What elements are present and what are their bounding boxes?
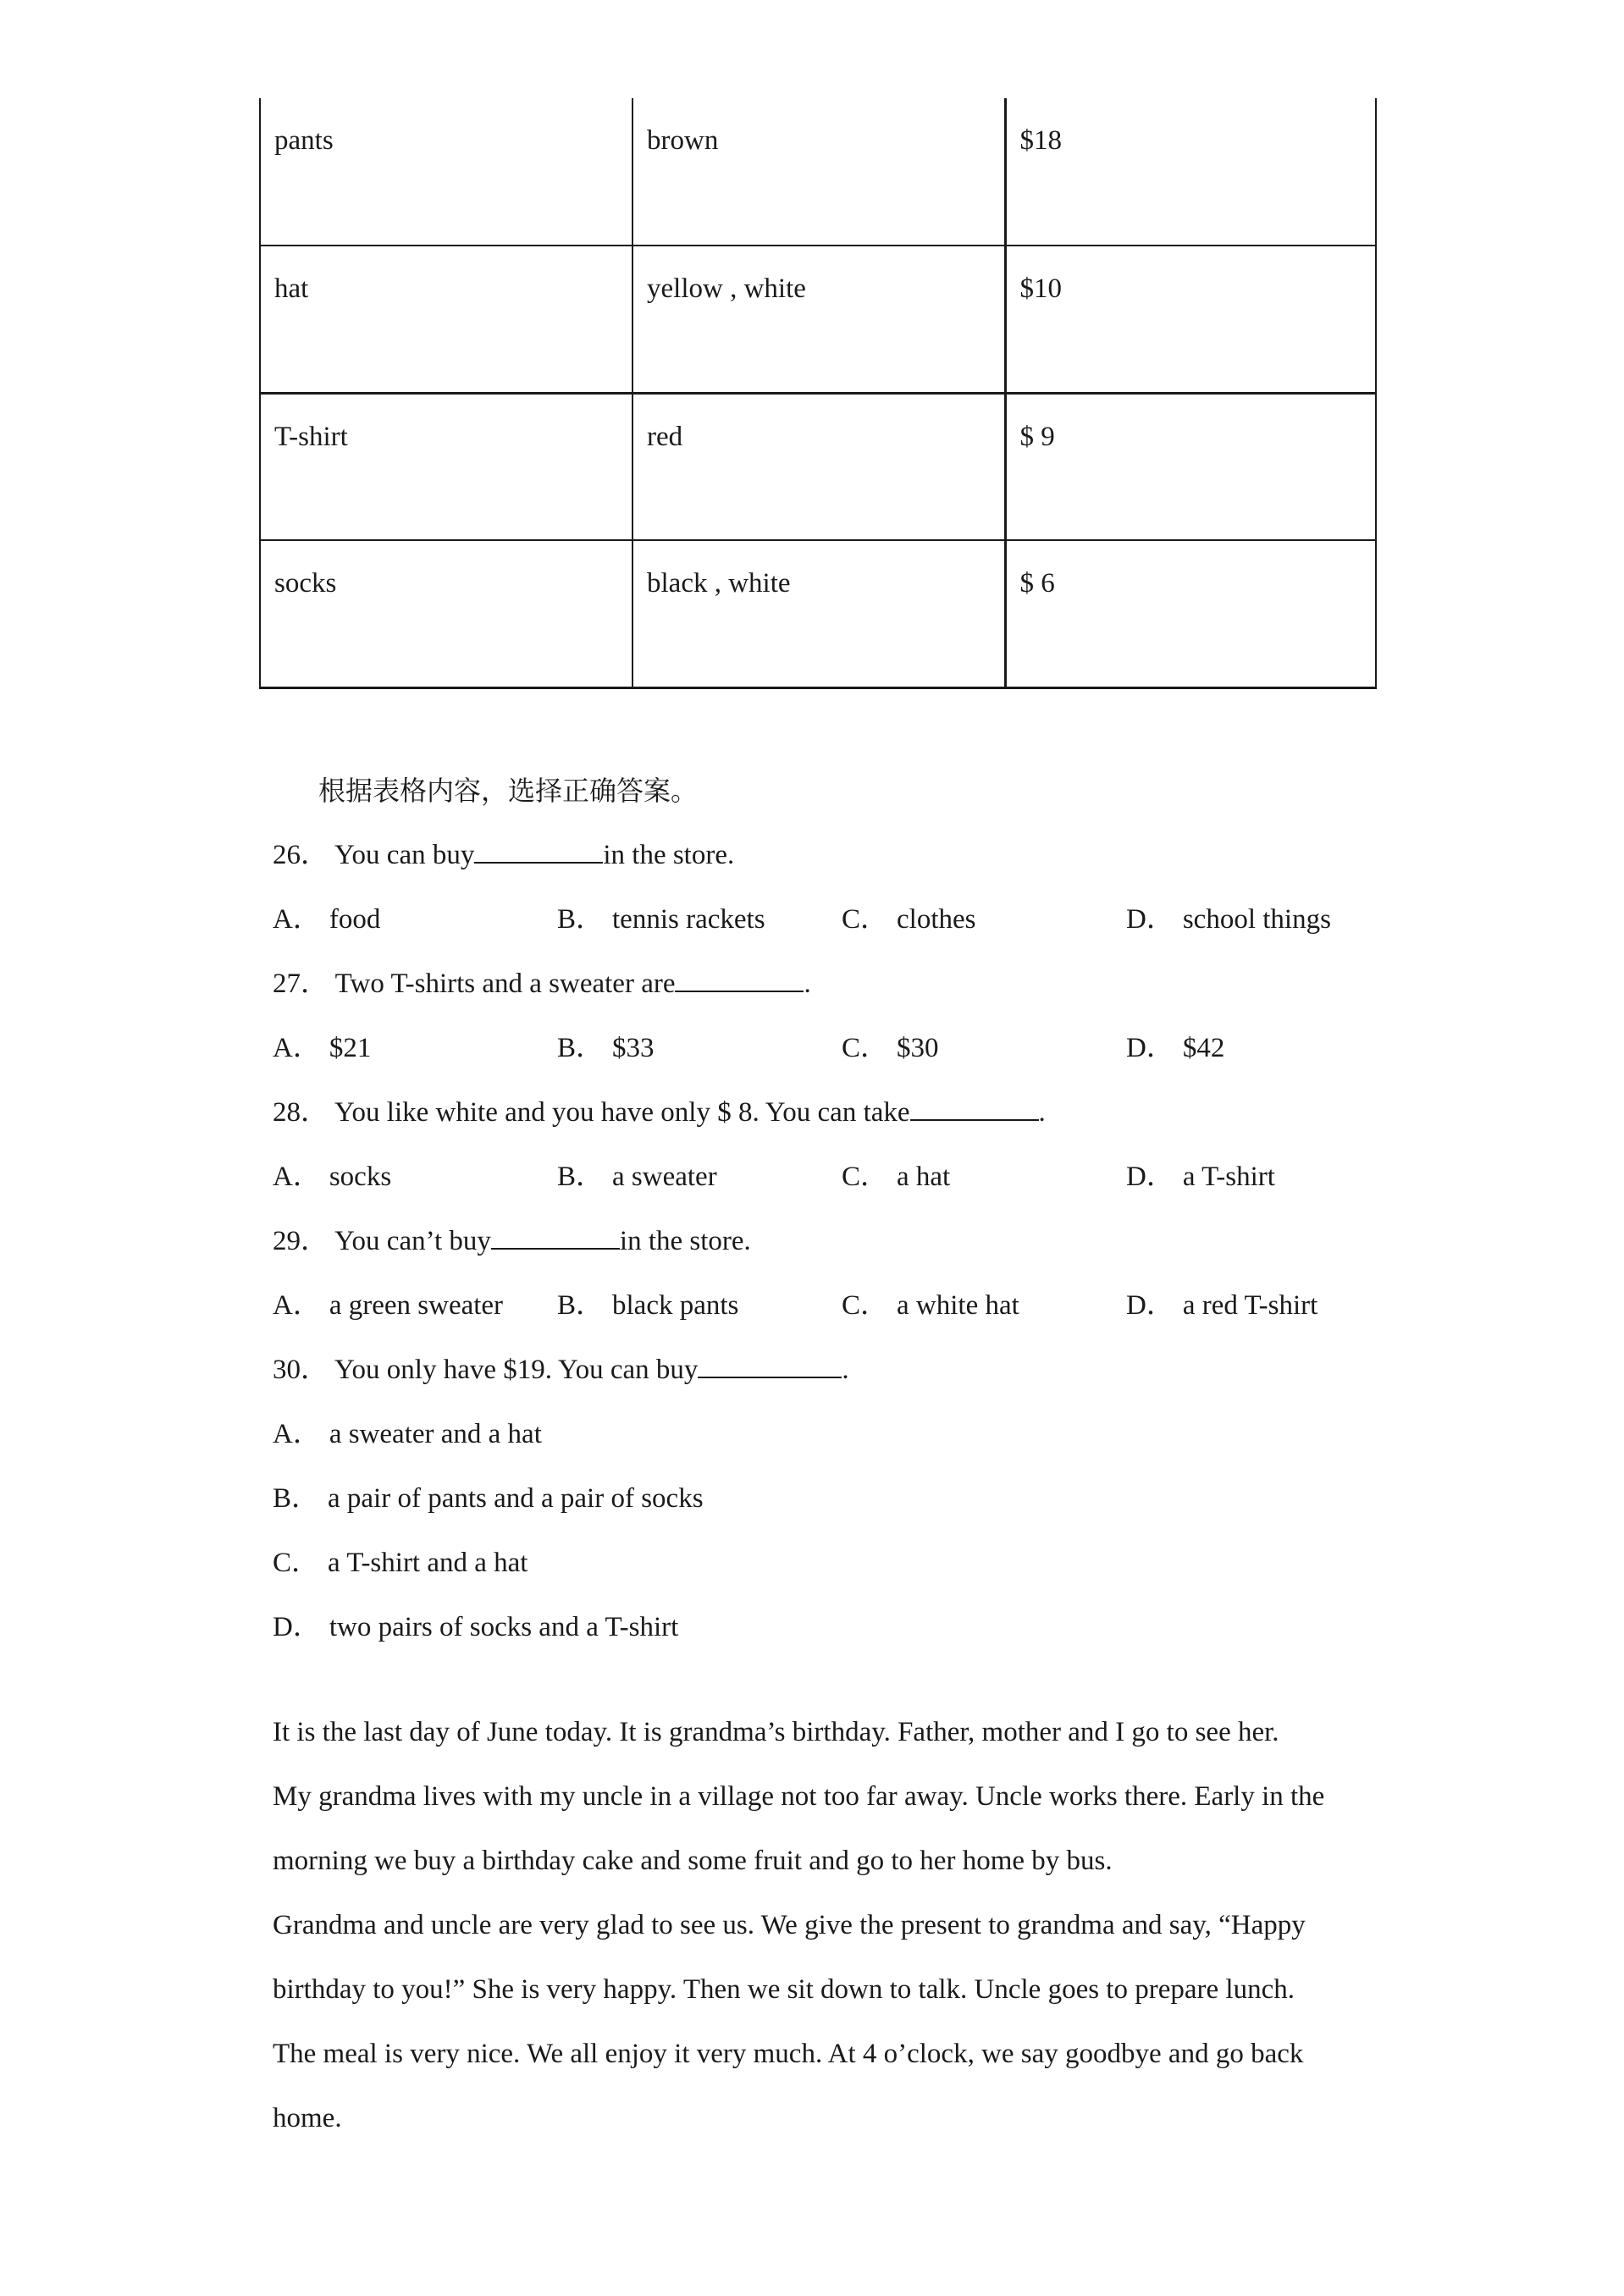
question-number: 29．	[273, 1226, 329, 1256]
option-c[interactable]: C． clothes	[842, 904, 976, 935]
color-cell: brown	[632, 98, 1005, 246]
option-b[interactable]: B． black pants	[557, 1290, 739, 1321]
question-number: 26．	[273, 840, 329, 870]
question-30	[273, 1351, 849, 1388]
price-table	[259, 98, 1377, 689]
color-cell: yellow , white	[632, 246, 1005, 393]
option-d[interactable]: D． a T-shirt	[1126, 1162, 1275, 1192]
option-c[interactable]: C． a white hat	[842, 1290, 1019, 1321]
price-cell: $18	[1005, 98, 1376, 246]
price-cell: $10	[1005, 246, 1376, 393]
option-d[interactable]: D． two pairs of socks and a T-shirt	[273, 1612, 679, 1642]
option-a[interactable]: A． socks	[273, 1162, 392, 1192]
option-c[interactable]: C． a T-shirt and a hat	[273, 1548, 528, 1578]
item-cell: hat	[260, 246, 632, 393]
color-cell: black , white	[632, 540, 1005, 687]
passage-line: My grandma lives with my uncle in a village not too far away. Uncle works there. Early in the	[273, 1781, 1325, 1812]
question-text-after: .	[842, 1355, 849, 1385]
passage-line: home.	[273, 2103, 342, 2133]
question-number: 27．	[273, 969, 329, 999]
answer-blank[interactable]	[698, 1351, 842, 1378]
color-cell: red	[632, 393, 1005, 540]
table-row	[260, 246, 1376, 393]
option-a[interactable]: A． a green sweater	[273, 1290, 504, 1321]
table-row	[260, 393, 1376, 540]
option-a[interactable]: A． a sweater and a hat	[273, 1419, 542, 1449]
question-text-before: You can’t buy	[334, 1226, 491, 1256]
passage-line: Grandma and uncle are very glad to see us. We give the present to grandma and say, “Happy	[273, 1910, 1306, 1940]
option-c[interactable]: C． $30	[842, 1033, 939, 1063]
question-text-after: in the store.	[603, 840, 735, 870]
option-c[interactable]: C． a hat	[842, 1162, 951, 1192]
option-b[interactable]: B． $33	[557, 1033, 655, 1063]
option-b[interactable]: B． a pair of pants and a pair of socks	[273, 1483, 704, 1514]
passage-line: morning we buy a birthday cake and some fruit and go to her home by bus.	[273, 1846, 1113, 1876]
option-d[interactable]: D． school things	[1126, 904, 1331, 935]
question-number: 28．	[273, 1097, 329, 1128]
answer-blank[interactable]	[491, 1223, 620, 1250]
question-27	[273, 965, 811, 1002]
option-b[interactable]: B． tennis rackets	[557, 904, 765, 935]
question-26	[273, 836, 734, 874]
question-text-before: You can buy	[334, 840, 475, 870]
passage-line: birthday to you!” She is very happy. Then we sit down to talk. Uncle goes to prepare lunch.	[273, 1974, 1295, 2005]
question-29	[273, 1223, 751, 1260]
passage-line: The meal is very nice. We all enjoy it very much. At 4 o’clock, we say goodbye and go back	[273, 2039, 1304, 2069]
answer-blank[interactable]	[474, 836, 603, 864]
item-cell: socks	[260, 540, 632, 687]
question-text-before: Two T-shirts and a sweater are	[334, 969, 676, 999]
question-text-after: .	[804, 969, 811, 999]
option-a[interactable]: A． food	[273, 904, 381, 935]
question-text-before: You like white and you have only $ 8. You can take	[334, 1097, 910, 1128]
answer-blank[interactable]	[675, 965, 804, 992]
instruction-text: 根据表格内容，选择正确答案。	[318, 775, 699, 807]
option-b[interactable]: B． a sweater	[557, 1162, 717, 1192]
item-cell: pants	[260, 98, 632, 246]
item-cell: T-shirt	[260, 393, 632, 540]
question-number: 30．	[273, 1355, 329, 1385]
option-d[interactable]: D． a red T-shirt	[1126, 1290, 1318, 1321]
table-row	[260, 98, 1376, 246]
option-d[interactable]: D． $42	[1126, 1033, 1225, 1063]
question-text-before: You only have $19. You can buy	[334, 1355, 699, 1385]
answer-blank[interactable]	[910, 1094, 1039, 1121]
price-cell: $ 9	[1005, 393, 1376, 540]
option-a[interactable]: A． $21	[273, 1033, 372, 1063]
question-text-after: .	[1038, 1097, 1046, 1128]
question-28	[273, 1094, 1046, 1131]
passage-line: It is the last day of June today. It is grandma’s birthday. Father, mother and I go to see her.	[273, 1717, 1279, 1747]
question-text-after: in the store.	[619, 1226, 751, 1256]
table-row	[260, 540, 1376, 687]
price-cell: $ 6	[1005, 540, 1376, 687]
